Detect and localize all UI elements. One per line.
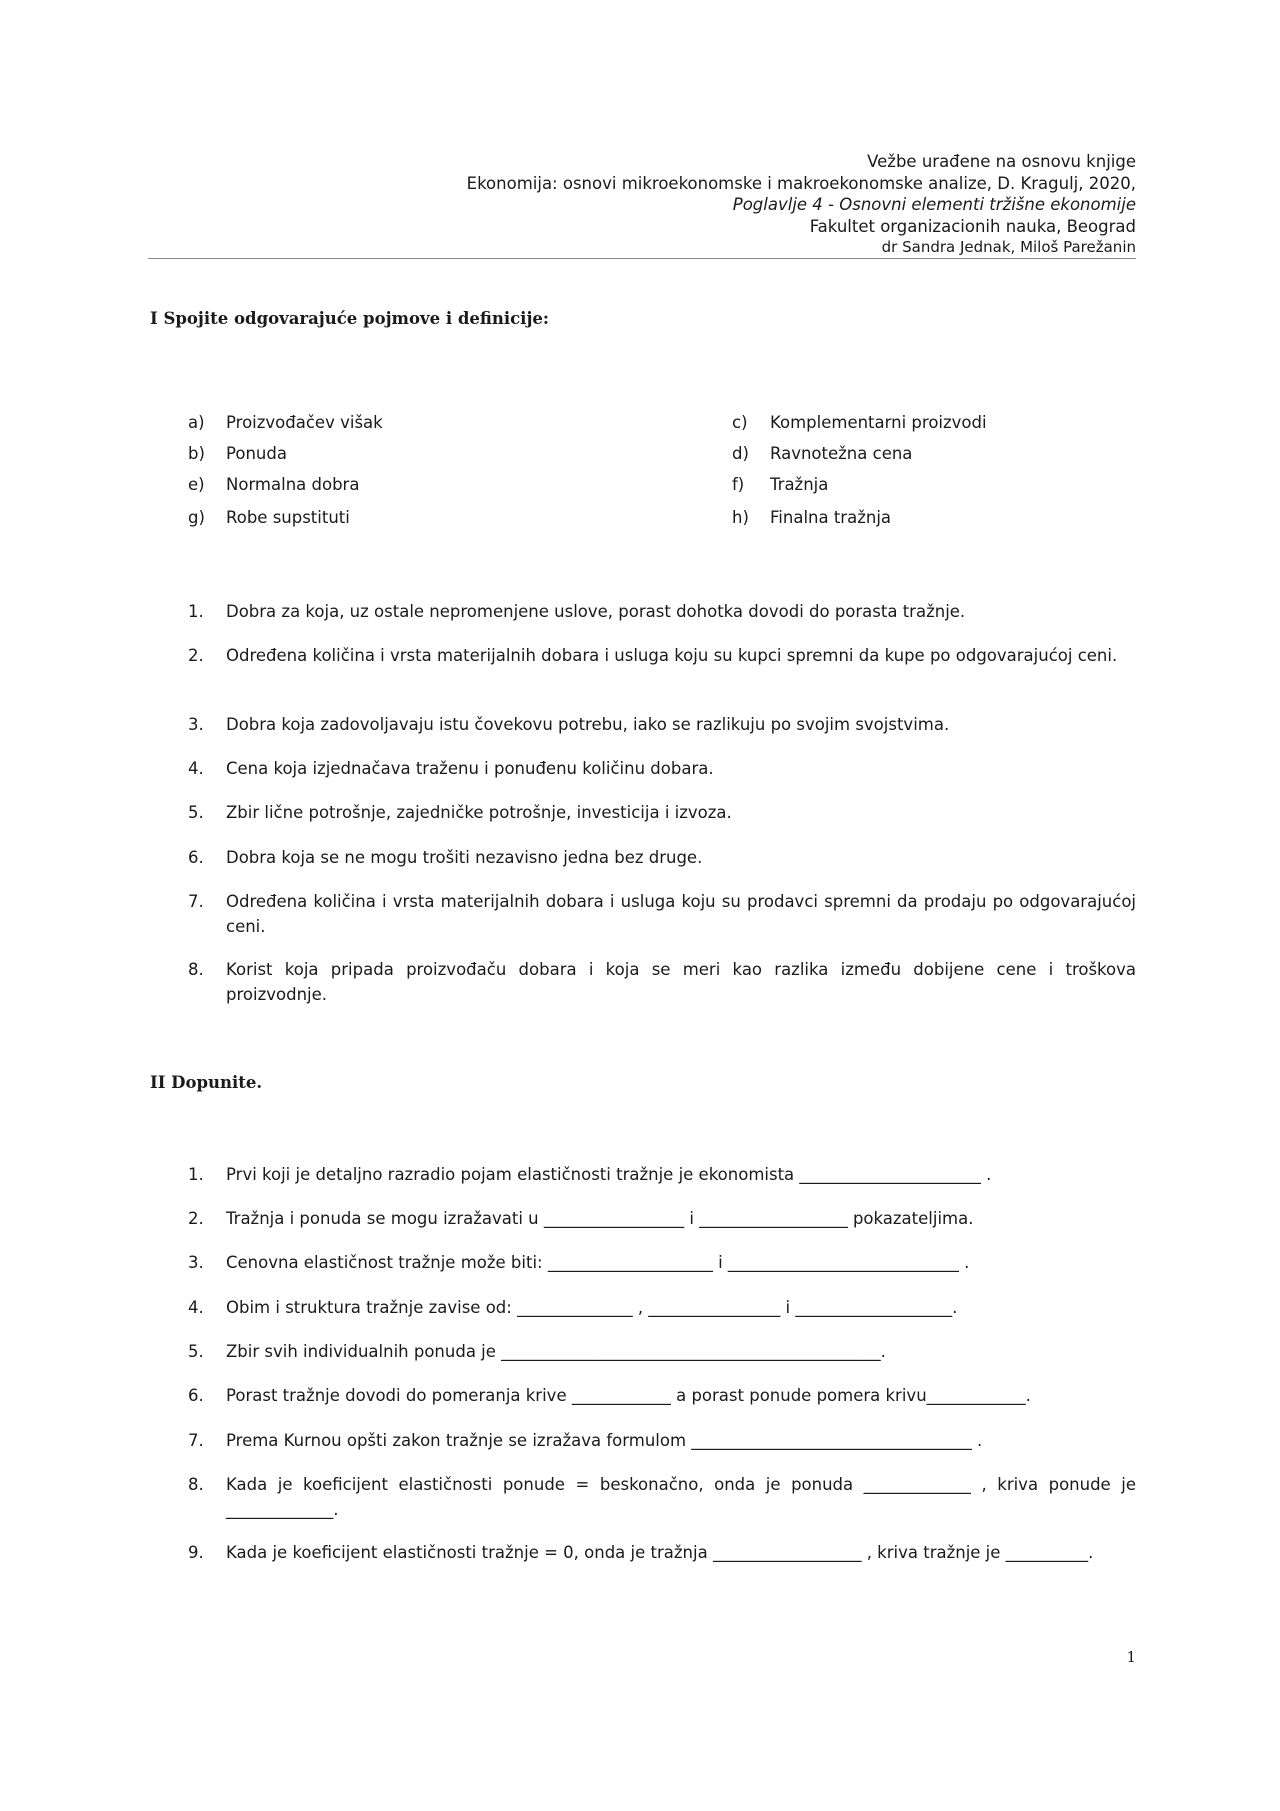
fill-in-item: [188, 1383, 1136, 1408]
fill-in-text: Obim i struktura tražnje zavise od: ______________ , ________________ i ___________________.: [226, 1298, 958, 1317]
definition-text: Korist koja pripada proizvođaču dobara i koja se meri kao razlika između dobijene cene i troškova proizvodnje.: [226, 960, 1136, 1004]
definition-item: [188, 599, 1136, 624]
definition-item: [188, 845, 1136, 870]
term-label: c): [732, 413, 748, 432]
fill-in-item: [188, 1428, 1136, 1453]
definition-item: [188, 889, 1136, 939]
term-label: h): [732, 508, 749, 527]
term-text: Proizvođačev višak: [226, 413, 383, 432]
fill-in-text: Porast tražnje dovodi do pomeranja krive ____________ a porast ponude pomera krivu____________.: [226, 1386, 1031, 1405]
fill-in-item: [188, 1339, 1136, 1364]
fill-in-number: 3.: [188, 1253, 204, 1272]
header-line-4: Fakultet organizacionih nauka, Beograd: [809, 216, 1136, 236]
definition-text: Dobra koja zadovoljavaju istu čovekovu potrebu, iako se razlikuju po svojim svojstvima.: [226, 715, 950, 734]
definition-item: [188, 800, 1136, 825]
fill-in-item: [188, 1540, 1136, 1565]
fill-in-number: 8.: [188, 1475, 204, 1494]
term-text: Ravnotežna cena: [770, 444, 913, 463]
fill-in-item: [188, 1206, 1136, 1231]
fill-in-number: 7.: [188, 1431, 204, 1450]
term-label: b): [188, 444, 205, 463]
fill-in-number: 1.: [188, 1165, 204, 1184]
term-label: e): [188, 475, 205, 494]
definition-text: Zbir lične potrošnje, zajedničke potrošnje, investicija i izvoza.: [226, 803, 732, 822]
definition-number: 5.: [188, 803, 204, 822]
fill-in-text: Zbir svih individualnih ponuda je ______________________________________________.: [226, 1342, 886, 1361]
term-label: a): [188, 413, 205, 432]
definition-text: Određena količina i vrsta materijalnih dobara i usluga koju su kupci spremni da kupe po odgovarajućoj ceni.: [226, 646, 1118, 665]
fill-in-number: 6.: [188, 1386, 204, 1405]
fill-in-item: [188, 1250, 1136, 1275]
header-line-3: Poglavlje 4 - Osnovni elementi tržišne ekonomije: [732, 195, 1136, 214]
document-header: [148, 151, 1136, 259]
fill-in-number: 5.: [188, 1342, 204, 1361]
term-label: g): [188, 508, 205, 527]
fill-in-number: 9.: [188, 1543, 204, 1562]
definition-item: [188, 756, 1136, 781]
definition-number: 8.: [188, 960, 204, 979]
term-text: Ponuda: [226, 444, 287, 463]
definition-text: Cena koja izjednačava traženu i ponuđenu količinu dobara.: [226, 759, 714, 778]
term-text: Robe supstituti: [226, 508, 350, 527]
fill-in-text: Prema Kurnou opšti zakon tražnje se izražava formulom __________________________________ .: [226, 1431, 983, 1450]
definition-item: [188, 643, 1136, 668]
definition-item: [188, 712, 1136, 737]
fill-in-number: 4.: [188, 1298, 204, 1317]
header-divider: [148, 258, 1136, 259]
fill-in-item: [188, 1472, 1136, 1522]
fill-in-text: Kada je koeficijent elastičnosti ponude = beskonačno, onda je ponuda _____________ , kriva ponude je _____________.: [226, 1475, 1136, 1519]
term-text: Tražnja: [770, 475, 829, 494]
definition-number: 4.: [188, 759, 204, 778]
fill-in-text: Cenovna elastičnost tražnje može biti: ____________________ i ____________________________ .: [226, 1253, 970, 1272]
term-label: f): [732, 475, 745, 494]
page-number: 1: [1126, 1648, 1136, 1666]
fill-in-item: [188, 1295, 1136, 1320]
definition-number: 6.: [188, 848, 204, 867]
definition-item: [188, 957, 1136, 1007]
definition-number: 2.: [188, 646, 204, 665]
header-line-5: dr Sandra Jednak, Miloš Parežanin: [881, 238, 1136, 256]
definition-text: Dobra za koja, uz ostale nepromenjene uslove, porast dohotka dovodi do porasta tražnje.: [226, 602, 966, 621]
fill-in-text: Tražnja i ponuda se mogu izražavati u _________________ i __________________ pokazateljima.: [226, 1209, 974, 1228]
fill-in-text: Prvi koji je detaljno razradio pojam elastičnosti tražnje je ekonomista ______________________ .: [226, 1165, 992, 1184]
term-label: d): [732, 444, 749, 463]
definition-text: Određena količina i vrsta materijalnih dobara i usluga koju su prodavci spremni da prodaju po odgovarajućoj ceni.: [226, 892, 1136, 936]
section-1-title: I Spojite odgovarajuće pojmove i definicije:: [150, 309, 550, 328]
fill-in-item: [188, 1162, 1136, 1187]
term-text: Finalna tražnja: [770, 508, 892, 527]
definition-number: 7.: [188, 892, 204, 911]
definition-number: 3.: [188, 715, 204, 734]
term-text: Komplementarni proizvodi: [770, 413, 987, 432]
fill-in-number: 2.: [188, 1209, 204, 1228]
definition-text: Dobra koja se ne mogu trošiti nezavisno jedna bez druge.: [226, 848, 703, 867]
section-2-title: II Dopunite.: [150, 1073, 263, 1092]
fill-in-text: Kada je koeficijent elastičnosti tražnje = 0, onda je tražnja __________________ , kriva tražnje je __________.: [226, 1543, 1094, 1562]
header-line-2: Ekonomija: osnovi mikroekonomske i makroekonomske analize, D. Kragulj, 2020,: [466, 173, 1136, 193]
term-text: Normalna dobra: [226, 475, 360, 494]
header-line-1: Vežbe urađene na osnovu knjige: [867, 152, 1136, 171]
definition-number: 1.: [188, 602, 204, 621]
